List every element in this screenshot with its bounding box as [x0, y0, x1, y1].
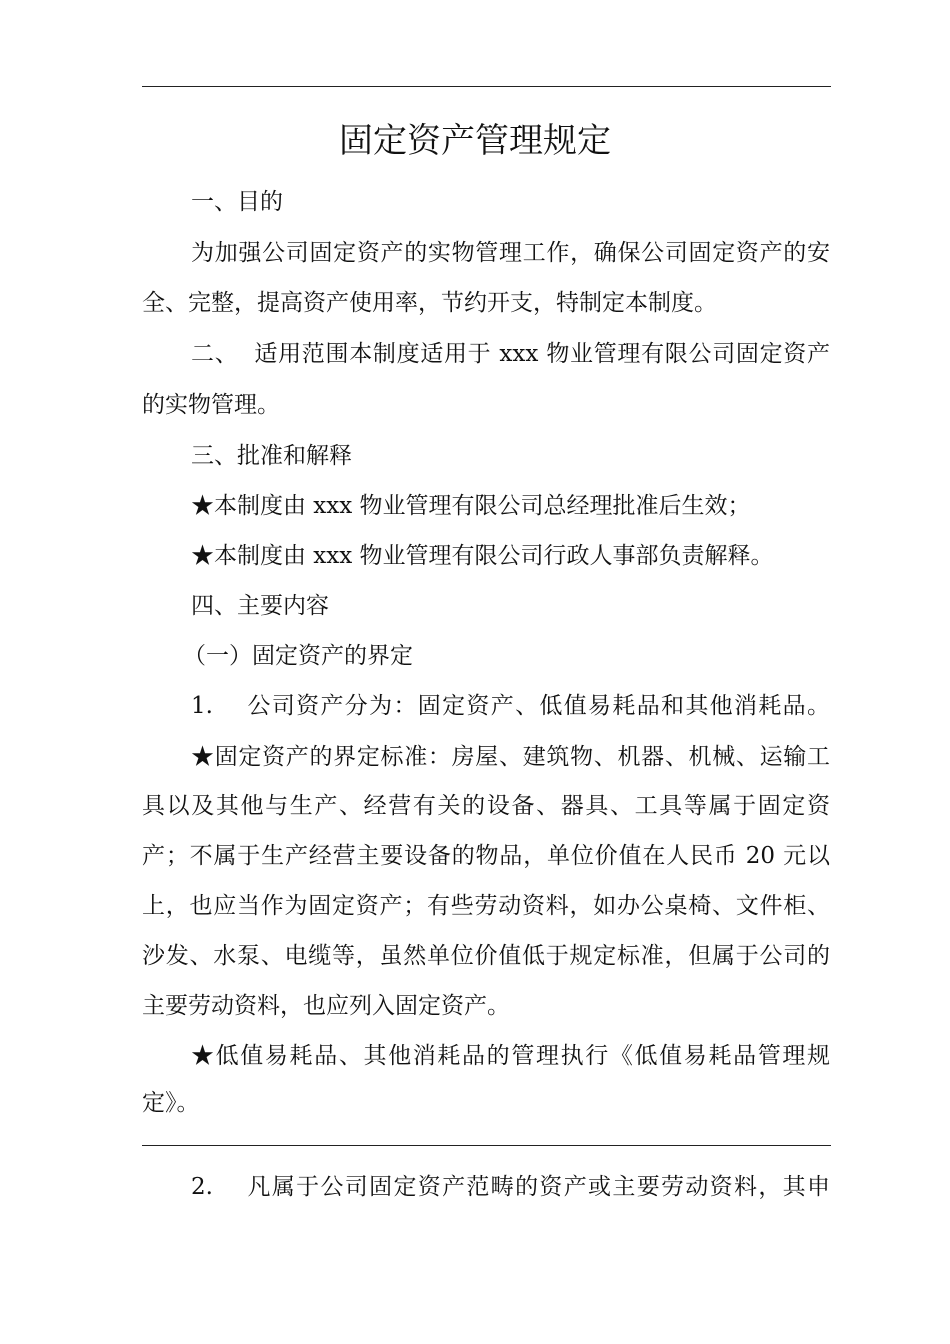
section-heading: 二、 适用范围本制度适用于 xxx 物业管理有限公司固定资产 [191, 341, 830, 367]
paragraph-line: 沙发、水泵、电缆等，虽然单位价值低于规定标准，但属于公司的 [142, 943, 830, 969]
subsection-heading: （一）固定资产的界定 [183, 643, 413, 669]
section-heading: 四、主要内容 [191, 593, 329, 619]
bullet-line: ★本制度由 xxx 物业管理有限公司总经理批准后生效； [191, 493, 751, 519]
numbered-line: 1. 公司资产分为：固定资产、低值易耗品和其他消耗品。 [191, 693, 830, 719]
bullet-line: ★固定资产的界定标准：房屋、建筑物、机器、机械、运输工 [191, 744, 830, 770]
paragraph-line: 定》。 [142, 1090, 200, 1116]
paragraph-line: 为加强公司固定资产的实物管理工作，确保公司固定资产的安 [191, 240, 830, 266]
paragraph-line: 主要劳动资料，也应列入固定资产。 [142, 993, 510, 1019]
paragraph-line: 的实物管理。 [142, 392, 280, 418]
document-title: 固定资产管理规定 [339, 121, 611, 161]
paragraph-line: 具以及其他与生产、经营有关的设备、器具、工具等属于固定资 [142, 793, 830, 819]
bullet-line: ★本制度由 xxx 物业管理有限公司行政人事部负责解释。 [191, 543, 774, 569]
paragraph-line: 产；不属于生产经营主要设备的物品，单位价值在人民币 20 元以 [142, 843, 830, 869]
section-heading: 一、目的 [191, 189, 283, 215]
bullet-line: ★低值易耗品、其他消耗品的管理执行《低值易耗品管理规 [191, 1043, 830, 1069]
page-break-rule [142, 1145, 831, 1146]
numbered-line: 2. 凡属于公司固定资产范畴的资产或主要劳动资料，其申 [191, 1174, 830, 1200]
paragraph-line: 上，也应当作为固定资产；有些劳动资料，如办公桌椅、文件柜、 [142, 893, 830, 919]
section-heading: 三、批准和解释 [191, 443, 352, 469]
header-rule [142, 86, 831, 87]
paragraph-line: 全、完整，提高资产使用率，节约开支，特制定本制度。 [142, 290, 717, 316]
